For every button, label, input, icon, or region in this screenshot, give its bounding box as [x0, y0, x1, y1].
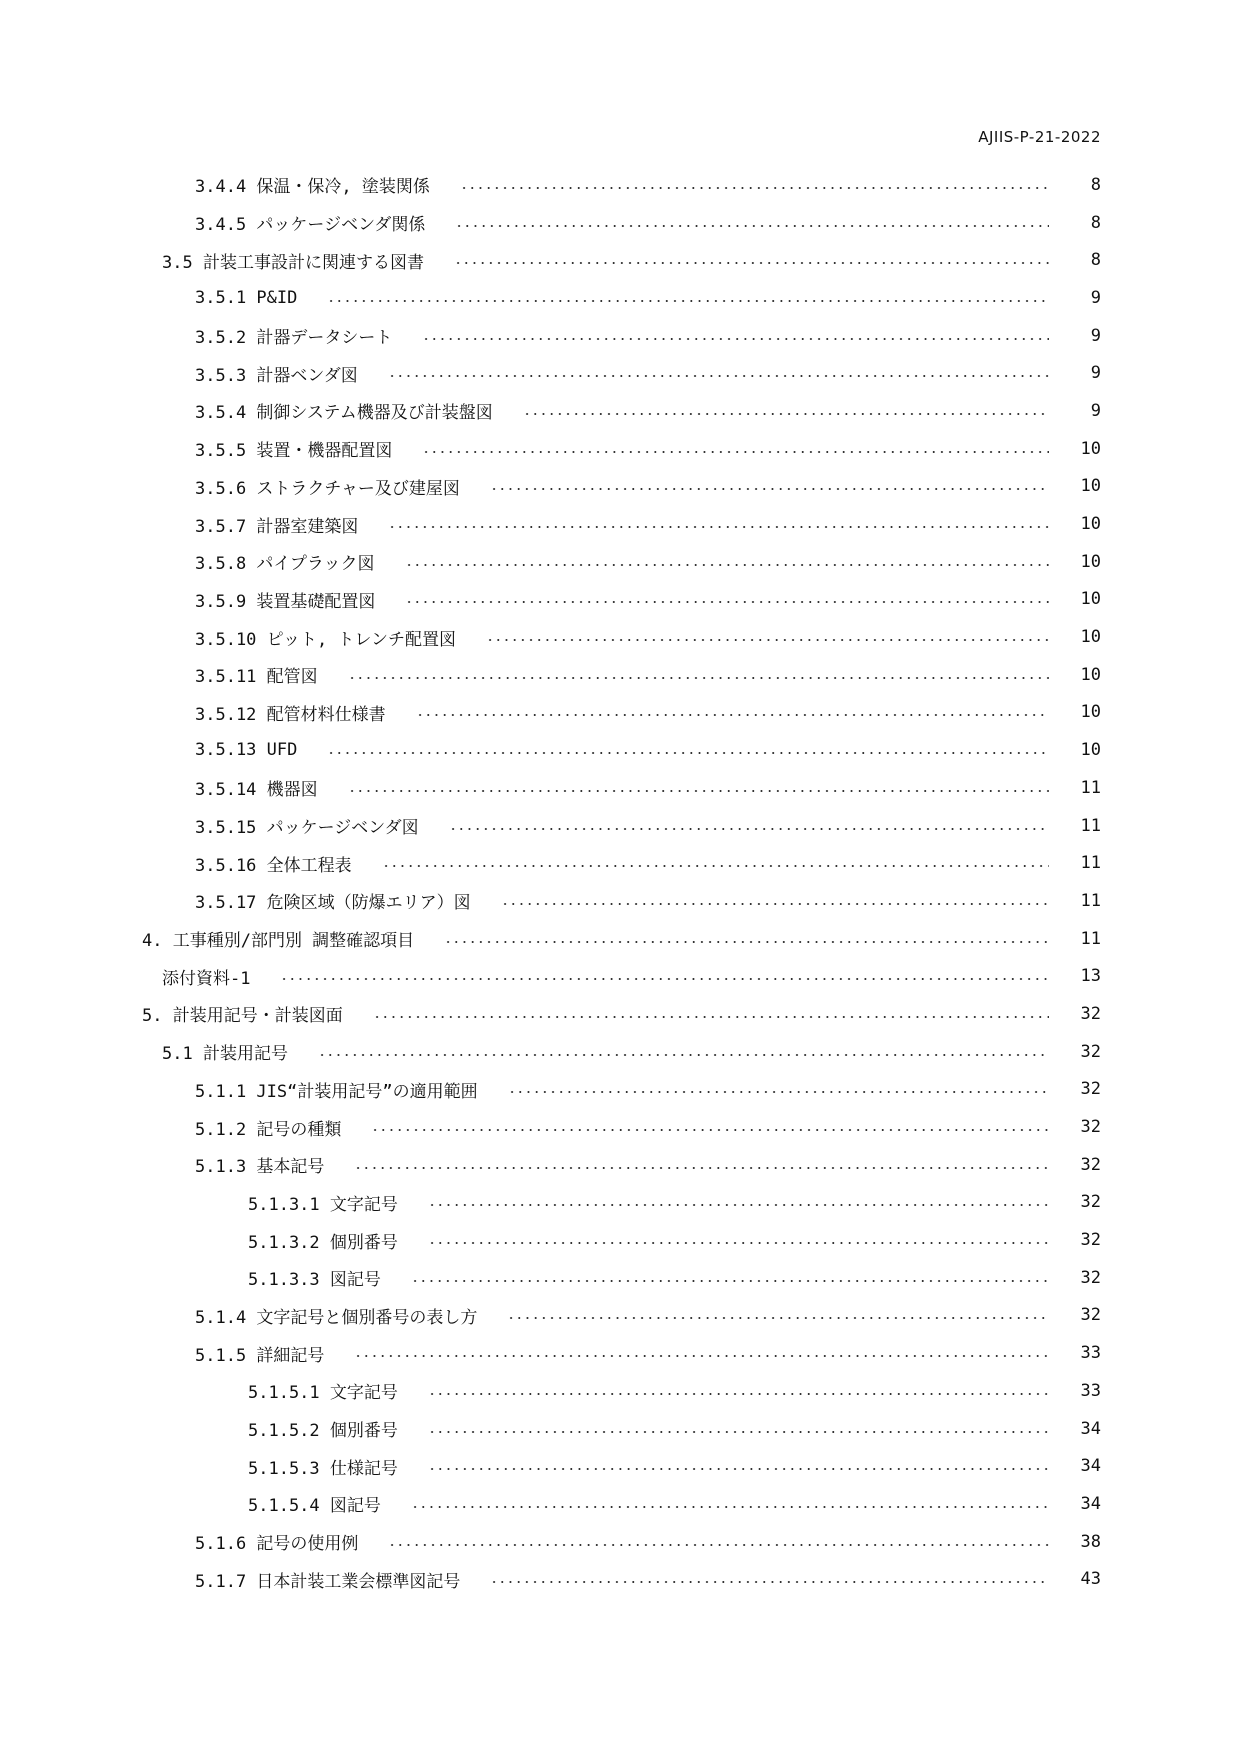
- toc-entry-page-number: 10: [1080, 438, 1101, 459]
- dot-leader: [405, 601, 1049, 603]
- toc-entry[interactable]: [0, 1523, 1241, 1561]
- toc-entry-title: 3.5.1 P&ID: [195, 287, 298, 308]
- dot-leader: [382, 865, 1049, 867]
- toc-entry-title: 3.5.13 UFD: [195, 740, 298, 761]
- toc-entry[interactable]: [0, 581, 1241, 619]
- dot-leader: [460, 187, 1049, 189]
- toc-entry-title: 3.5.3 計器ベンダ図: [195, 365, 358, 386]
- toc-entry-title: 5.1.6 記号の使用例: [195, 1534, 359, 1555]
- toc-entry-title: 3.5.2 計器データシート: [195, 328, 393, 349]
- dot-leader: [348, 790, 1049, 792]
- toc-entry[interactable]: [0, 166, 1241, 204]
- toc-entry[interactable]: [0, 694, 1241, 732]
- dot-leader: [508, 1091, 1049, 1093]
- toc-entry[interactable]: [0, 241, 1241, 279]
- toc-entry[interactable]: [0, 920, 1241, 958]
- toc-entry[interactable]: [0, 1259, 1241, 1297]
- toc-entry-page-number: 43: [1080, 1569, 1101, 1590]
- toc-entry-page-number: 9: [1090, 287, 1101, 308]
- toc-entry-title: 3.5.7 計器室建築図: [195, 516, 359, 537]
- toc-entry-page-number: 10: [1080, 589, 1101, 610]
- toc-entry-page-number: 8: [1090, 250, 1101, 271]
- toc-entry[interactable]: [0, 1410, 1241, 1448]
- toc-entry-title: 5.1.3 基本記号: [195, 1157, 325, 1178]
- toc-entry[interactable]: [0, 1071, 1241, 1109]
- toc-entry-title: 3.5.9 装置基礎配置図: [195, 591, 376, 612]
- toc-entry[interactable]: [0, 317, 1241, 355]
- dot-leader: [411, 1506, 1049, 1508]
- toc-entry-title: 5.1.2 記号の種類: [195, 1119, 342, 1140]
- dot-leader: [354, 1167, 1049, 1169]
- toc-entry-title: 3.5.16 全体工程表: [195, 855, 352, 876]
- toc-entry-page-number: 32: [1080, 1154, 1101, 1175]
- dot-leader: [490, 488, 1049, 490]
- dot-leader: [354, 1355, 1049, 1357]
- toc-entry-title: 3.5.4 制御システム機器及び計装盤図: [195, 403, 493, 424]
- toc-entry-title: 3.5.15 パッケージベンダ図: [195, 818, 419, 839]
- dot-leader: [507, 1317, 1049, 1319]
- toc-entry-title: 3.5.17 危険区域（防爆エリア）図: [195, 893, 471, 914]
- toc-entry[interactable]: [0, 1560, 1241, 1598]
- toc-entry[interactable]: [0, 844, 1241, 882]
- toc-entry-page-number: 32: [1080, 1041, 1101, 1062]
- toc-entry[interactable]: [0, 807, 1241, 845]
- toc-entry-title: 5.1.3.3 図記号: [248, 1270, 381, 1291]
- dot-leader: [455, 225, 1049, 227]
- toc-entry-title: 5.1.3.2 個別番号: [248, 1232, 398, 1253]
- toc-entry[interactable]: [0, 543, 1241, 581]
- dot-leader: [454, 262, 1049, 264]
- toc-entry-title: 5.1.5.3 仕様記号: [248, 1458, 398, 1479]
- toc-entry-page-number: 11: [1080, 815, 1101, 836]
- dot-leader: [280, 978, 1049, 980]
- toc-entry-title: 5.1.3.1 文字記号: [248, 1194, 398, 1215]
- toc-entry-title: 3.5.6 ストラクチャー及び建屋図: [195, 478, 460, 499]
- toc-entry[interactable]: [0, 354, 1241, 392]
- toc-entry-title: 5.1.5.1 文字記号: [248, 1383, 398, 1404]
- toc-entry[interactable]: [0, 392, 1241, 430]
- toc-entry[interactable]: [0, 505, 1241, 543]
- dot-leader: [348, 677, 1049, 679]
- toc-entry[interactable]: [0, 1108, 1241, 1146]
- toc-entry-page-number: 33: [1080, 1343, 1101, 1364]
- toc-entry[interactable]: [0, 1485, 1241, 1523]
- table-of-contents: [0, 166, 1241, 1598]
- toc-entry-page-number: 10: [1080, 476, 1101, 497]
- dot-leader: [449, 828, 1049, 830]
- toc-entry-page-number: 34: [1080, 1456, 1101, 1477]
- dot-leader: [486, 639, 1049, 641]
- toc-entry-page-number: 10: [1080, 740, 1101, 761]
- toc-entry-title: 5.1.1 JIS“計装用記号”の適用範囲: [195, 1081, 478, 1102]
- toc-entry[interactable]: [0, 430, 1241, 468]
- toc-entry-page-number: 10: [1080, 627, 1101, 648]
- toc-entry[interactable]: [0, 957, 1241, 995]
- dot-leader: [388, 1544, 1049, 1546]
- toc-entry-title: 5.1.5 詳細記号: [195, 1345, 325, 1366]
- dot-leader: [428, 1204, 1049, 1206]
- toc-entry-page-number: 11: [1080, 853, 1101, 874]
- dot-leader: [428, 1393, 1049, 1395]
- dot-leader: [428, 1468, 1049, 1470]
- toc-entry-page-number: 34: [1080, 1493, 1101, 1514]
- toc-entry-page-number: 32: [1080, 1267, 1101, 1288]
- toc-entry[interactable]: [0, 882, 1241, 920]
- dot-leader: [405, 564, 1049, 566]
- toc-entry-page-number: 32: [1080, 1117, 1101, 1138]
- toc-entry-page-number: 10: [1080, 702, 1101, 723]
- document-code: AJIIS-P-21-2022: [978, 128, 1101, 146]
- dot-leader: [416, 714, 1049, 716]
- toc-entry[interactable]: [0, 1221, 1241, 1259]
- toc-entry-title: 3.5.10 ピット, トレンチ配置図: [195, 629, 457, 650]
- dot-leader: [411, 1280, 1049, 1282]
- toc-entry-page-number: 32: [1080, 1192, 1101, 1213]
- toc-entry[interactable]: [0, 1447, 1241, 1485]
- toc-entry-title: 5.1.5.4 図記号: [248, 1496, 381, 1517]
- toc-entry[interactable]: [0, 468, 1241, 506]
- toc-entry-title: 3.5.5 装置・機器配置図: [195, 441, 393, 462]
- toc-entry-title: 添付資料-1: [162, 968, 251, 989]
- toc-entry[interactable]: [0, 1334, 1241, 1372]
- toc-entry-page-number: 11: [1080, 890, 1101, 911]
- toc-entry-page-number: 8: [1090, 212, 1101, 233]
- dot-leader: [501, 903, 1049, 905]
- toc-entry-title: 3.5.14 機器図: [195, 780, 318, 801]
- toc-entry-page-number: 32: [1080, 1003, 1101, 1024]
- toc-entry-title: 3.5.8 パイプラック図: [195, 554, 375, 575]
- toc-entry[interactable]: [0, 769, 1241, 807]
- toc-entry-title: 5.1 計装用記号: [162, 1044, 288, 1065]
- toc-entry-title: 3.4.5 パッケージベンダ関係: [195, 215, 426, 236]
- toc-entry-title: 3.5.11 配管図: [195, 667, 318, 688]
- dot-leader: [318, 1054, 1049, 1056]
- toc-entry-page-number: 10: [1080, 551, 1101, 572]
- dot-leader: [388, 526, 1049, 528]
- toc-entry-title: 5.1.4 文字記号と個別番号の表し方: [195, 1307, 478, 1328]
- toc-entry-page-number: 32: [1080, 1305, 1101, 1326]
- toc-entry-title: 5.1.7 日本計装工業会標準図記号: [195, 1571, 461, 1592]
- toc-entry[interactable]: [0, 656, 1241, 694]
- toc-entry[interactable]: [0, 1033, 1241, 1071]
- toc-entry-page-number: 9: [1090, 325, 1101, 346]
- toc-entry[interactable]: [0, 1372, 1241, 1410]
- toc-entry-page-number: 34: [1080, 1418, 1101, 1439]
- dot-leader: [388, 375, 1049, 377]
- toc-entry-page-number: 9: [1090, 363, 1101, 384]
- dot-leader: [444, 941, 1049, 943]
- toc-entry-page-number: 9: [1090, 400, 1101, 421]
- dot-leader: [327, 752, 1049, 754]
- toc-entry-page-number: 8: [1090, 174, 1101, 195]
- toc-entry-page-number: 13: [1080, 966, 1101, 987]
- dot-leader: [327, 300, 1049, 302]
- dot-leader: [428, 1242, 1049, 1244]
- toc-entry-title: 3.4.4 保温・保冷, 塗装関係: [195, 177, 430, 198]
- toc-entry[interactable]: [0, 204, 1241, 242]
- toc-entry-page-number: 32: [1080, 1230, 1101, 1251]
- toc-entry-title: 3.5.12 配管材料仕様書: [195, 704, 386, 725]
- dot-leader: [371, 1129, 1049, 1131]
- toc-entry-page-number: 33: [1080, 1380, 1101, 1401]
- dot-leader: [490, 1581, 1049, 1583]
- dot-leader: [373, 1016, 1049, 1018]
- toc-entry[interactable]: [0, 731, 1241, 769]
- toc-entry[interactable]: [0, 279, 1241, 317]
- toc-entry-title: 5. 計装用記号・計装図面: [142, 1006, 343, 1027]
- toc-entry[interactable]: [0, 1297, 1241, 1335]
- toc-entry-page-number: 11: [1080, 777, 1101, 798]
- toc-entry-page-number: 11: [1080, 928, 1101, 949]
- toc-entry-title: 5.1.5.2 個別番号: [248, 1421, 398, 1442]
- toc-entry-page-number: 38: [1080, 1531, 1101, 1552]
- dot-leader: [422, 338, 1049, 340]
- toc-entry-title: 4. 工事種別/部門別 調整確認項目: [142, 931, 415, 952]
- toc-entry-title: 3.5 計装工事設計に関連する図書: [162, 252, 424, 273]
- toc-entry[interactable]: [0, 995, 1241, 1033]
- dot-leader: [428, 1431, 1049, 1433]
- toc-entry-page-number: 10: [1080, 664, 1101, 685]
- dot-leader: [523, 413, 1049, 415]
- toc-entry-page-number: 32: [1080, 1079, 1101, 1100]
- toc-entry[interactable]: [0, 1184, 1241, 1222]
- toc-entry-page-number: 10: [1080, 514, 1101, 535]
- dot-leader: [422, 451, 1049, 453]
- toc-entry[interactable]: [0, 618, 1241, 656]
- toc-entry[interactable]: [0, 1146, 1241, 1184]
